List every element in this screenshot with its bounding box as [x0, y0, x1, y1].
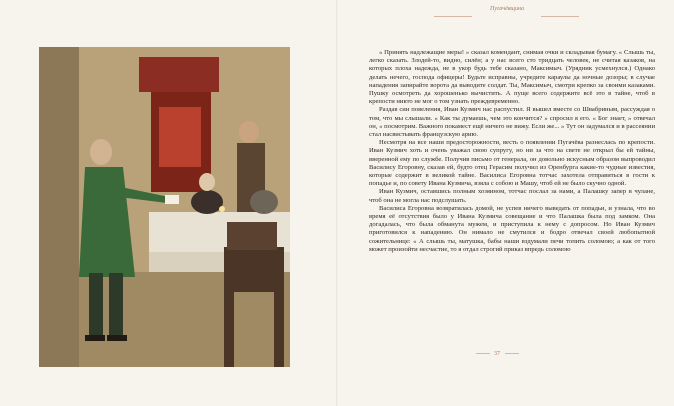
- page-fold: [336, 0, 338, 406]
- page-number: 37: [494, 351, 500, 357]
- illustration-scene: [39, 47, 290, 367]
- header-rule-right: [541, 16, 579, 17]
- page-number-rule-right: [505, 353, 519, 354]
- header-rule-left: [434, 16, 472, 17]
- paragraph: Раздав сии повеления, Иван Кузмич нас распустил. Я вышел вместе со Швабриным, рассуждая о том, что мы слышали. « Как ты думаешь, чем это кончится? » спросил я его. « Бог знает, » отвечал он, « посмотрим. Важного покамест ещё ничего не вижу. Если же... » Тут он задумался и в рассеянии стал насвистывать французскую арию.: [369, 106, 655, 139]
- paragraph: Василиса Егоровна возвратилась домой, не успев ничего выведать от попадьи, и узнала, что во время её отсутствия было у Ивана Кузмича совещание и что Палашка была под замком. Она догадалась, что была обманута мужем, и приступила к нему с допросом. Но Иван Кузмич приготовился к нападению. Он нимало не смутился и бодро отвечал своей любопытной сожительнице: « А слышь ты, матушка, бабы наши вздумали печи топить соломою; а как от того может произойти несчастие, то я отдал строгий приказ впредь соломою: [369, 204, 655, 253]
- illustration: [39, 47, 290, 367]
- page-number-block: [468, 351, 526, 357]
- running-title: Пугачёвщина: [490, 6, 524, 12]
- paragraph: Иван Кузмич, оставшись полным хозяином, тотчас послал за нами, а Палашку запер в чулане, чтоб она не могла нас подслушать.: [369, 188, 655, 204]
- paragraph: Несмотря на все наши предосторожности, весть о появлении Пугачёва разнеслась по крепости. Иван Кузмич хоть и очень уважал свою супругу, но ни за что на свете не открыл бы ей тайны, вверенной ему по службе. Получив письмо от генерала, он довольно искусным образом выпроводил Василису Егоровну, сказав ей, будто отец Герасим получил из Оренбурга какие-то чудные известия, которые содержит в великой тайне. Василиса Егоровна тотчас захотела отправиться в гости к попадье и, по совету Ивана Кузмича, взяла с собою и Машу, чтоб ей не было скучно одной.: [369, 139, 655, 188]
- paragraph: « Принять надлежащие меры! » сказал комендант, снимая очки и складывая бумагу. « Слышь ты, легко сказать. Злодей-то, видно, силён; а у нас всего сто тридцать человек, не считая казаков, на которых плоха надежда, не в укор будь тебе сказано, Максимыч. (Урядник усмехнулся.) Однако делать нечего, господа офицеры! Будьте исправны, учредите караулы да ночные дозоры; в случае нападения запирайте ворота да выводите солдат. Ты, Максимыч, смотри крепко за своими казаками. Пушку осмотреть да хорошенько вычистить. А пуще всего содержите всё это в тайне, чтоб в крепости никто не мог о том узнать преждевременно.: [369, 49, 655, 106]
- page-number-rule-left: [476, 353, 490, 354]
- body-text: [369, 49, 655, 254]
